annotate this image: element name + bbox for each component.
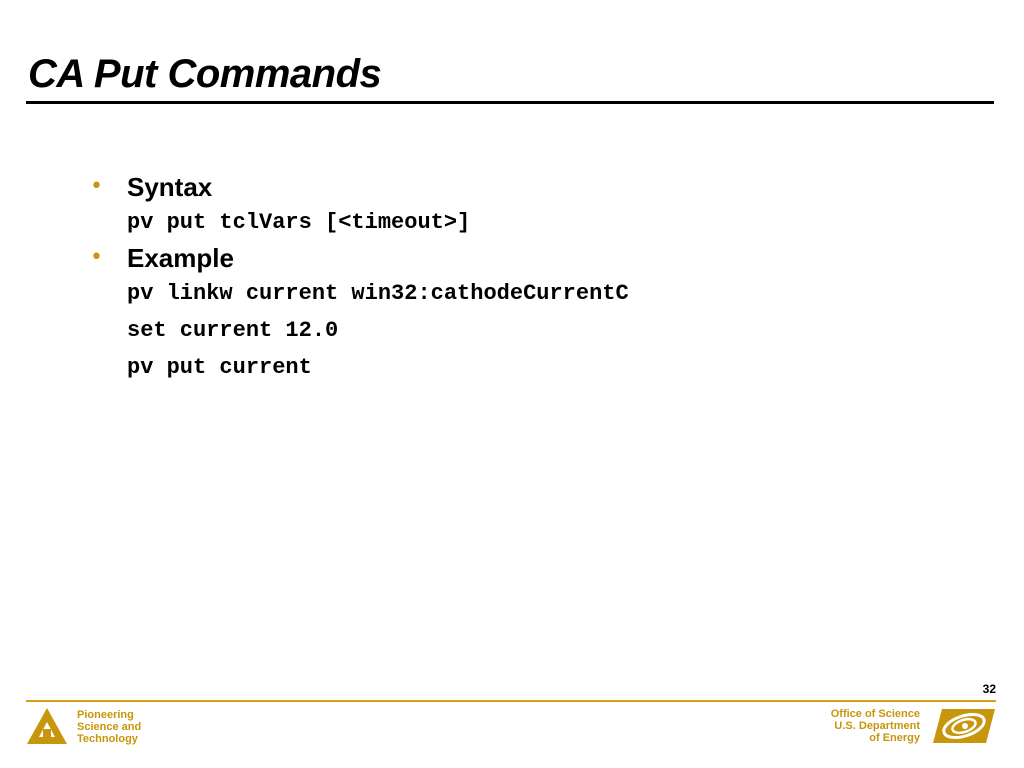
code-line-example-3: pv put current bbox=[127, 355, 312, 380]
code-line-example-1: pv linkw current win32:cathodeCurrentC bbox=[127, 281, 629, 306]
bullet-example bbox=[90, 241, 970, 275]
bullet-icon: • bbox=[90, 174, 103, 199]
bullet-syntax bbox=[90, 170, 970, 204]
footer-right-line: Office of Science bbox=[830, 708, 920, 720]
bullet-label-syntax: Syntax bbox=[127, 172, 213, 202]
code-line-syntax: pv put tclVars [<timeout>] bbox=[127, 210, 471, 235]
footer-left-line: Science and bbox=[77, 721, 142, 733]
argonne-triangle-logo-icon bbox=[26, 707, 68, 745]
footer-right-text bbox=[831, 708, 920, 744]
footer-right-line: U.S. Department bbox=[834, 720, 920, 732]
bullet-icon: • bbox=[90, 245, 103, 270]
slide-content bbox=[90, 170, 970, 386]
code-line-example-2: set current 12.0 bbox=[127, 318, 339, 343]
footer-left-line: Pioneering bbox=[77, 709, 134, 721]
doe-office-of-science-logo-icon bbox=[932, 707, 996, 745]
slide-title: CA Put Commands bbox=[28, 52, 382, 96]
page-number: 32 bbox=[982, 682, 996, 696]
footer-divider bbox=[26, 700, 996, 702]
footer-left-line: Technology bbox=[77, 733, 138, 745]
title-underline bbox=[26, 101, 994, 104]
footer-right-line: of Energy bbox=[869, 732, 920, 744]
bullet-label-example: Example bbox=[127, 243, 234, 273]
footer-left-text bbox=[77, 709, 141, 745]
